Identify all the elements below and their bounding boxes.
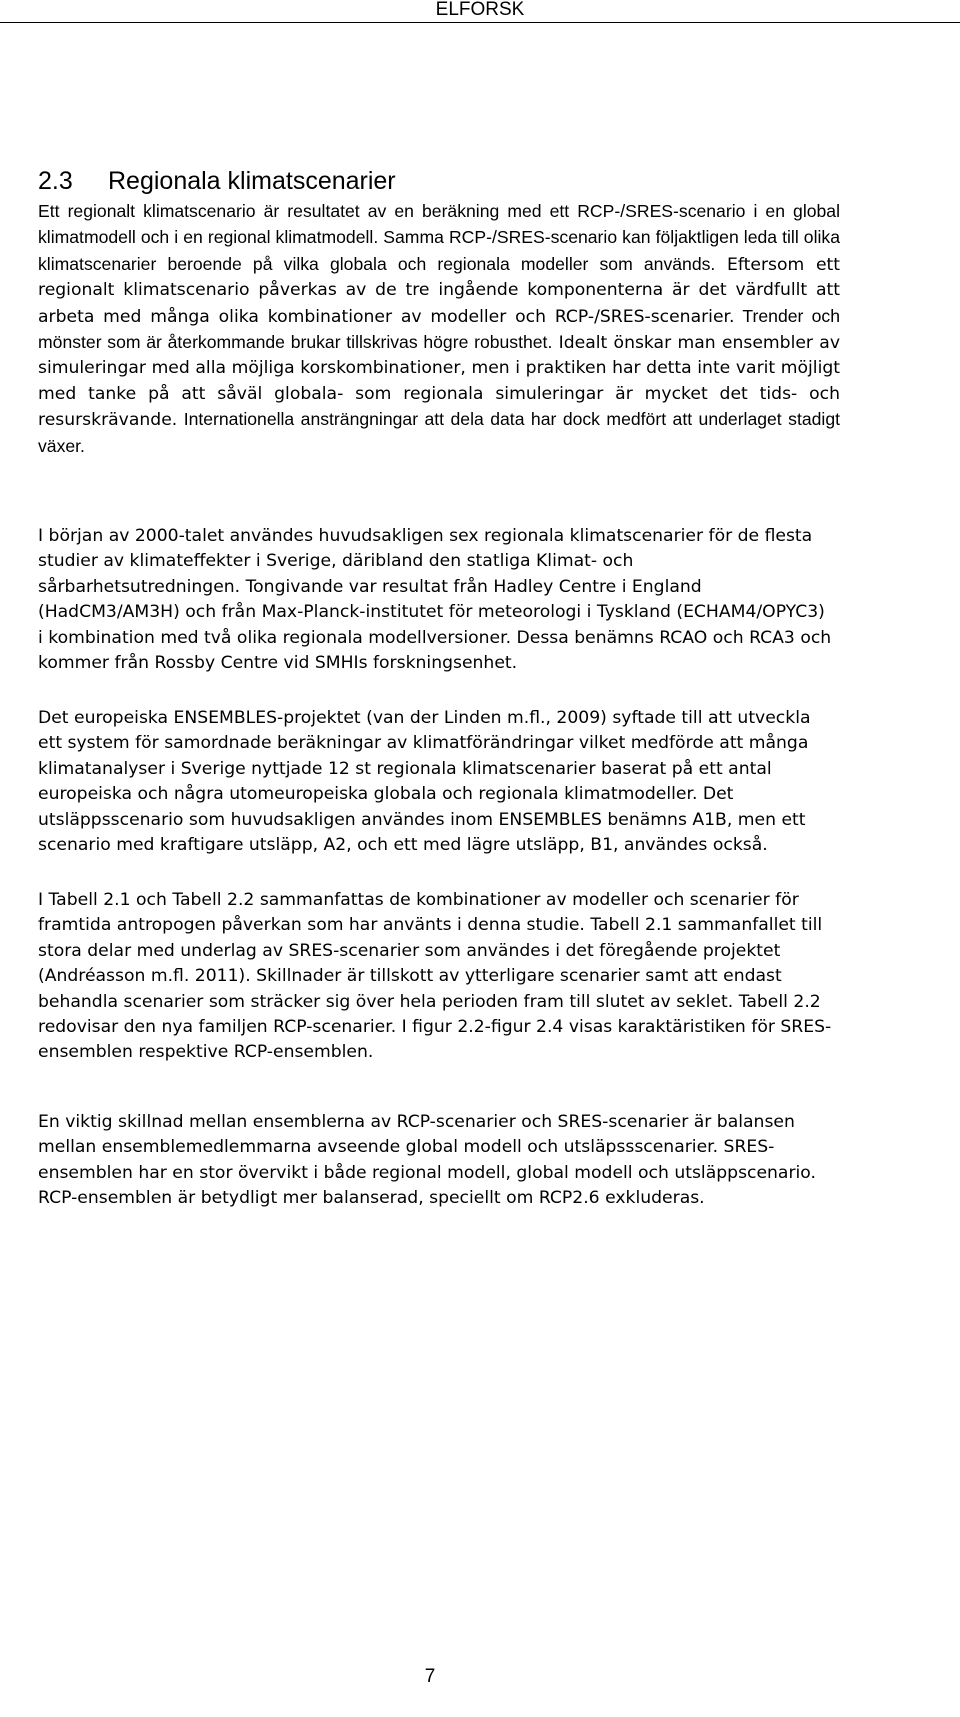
section-title: Regionala klimatscenarier	[108, 167, 396, 195]
paragraph-history: I början av 2000-talet användes huvudsakligen sex regionala klimatscenarier för de flesta studier av klimateffekter i Sverige, däribland den statliga Klimat- och sårbarhetsutredningen. Tongivande var resultat från Hadley Centre i England (HadCM3/AM3H) och från Max-Planck-institutet för meteorologi i Tyskland (ECHAM4/OPYC3) i kombination med två olika regionala modellversioner. Dessa benämns RCAO och RCA3 och kommer från Rossby Centre vid SMHIs forskningsenhet.	[38, 526, 832, 674]
section-number: 2.3	[38, 167, 73, 195]
section-heading	[38, 166, 396, 196]
paragraph-intro-part-1: Ett regionalt klimatscenario är resultatet av en beräkning med ett RCP-/SRES-scenario i en global klimatmodell och i en regional klimatmodell. Samma RCP-/SRES-scenario kan följaktligen leda till olika klimatscenarier beroende på vilka globala och regionala modeller som används.	[38, 201, 840, 274]
page-header	[0, 0, 960, 23]
paragraph-comparison: En viktig skillnad mellan ensemblerna av RCP-scenarier och SRES-scenarier är balansen mellan ensemblemedlemmarna avseende global modell och utsläpssscenarier. SRES-ensemblen har en stor övervikt i både regional modell, global modell och utsläppscenario. RCP-ensemblen är betydligt mer balanserad, speciellt om RCP2.6 exkluderas.	[38, 1112, 816, 1209]
paragraph-intro-part-4: Idealt önskar man ensembler av simuleringar med alla möjliga korskombinationer, men i praktiken har detta inte varit möjligt med tanke på att såväl globala- som regionala simuleringar är mycket det tids- och resurskrävande.	[38, 333, 841, 431]
paragraph-intro-part-5: Internationella ansträngningar att dela data har dock medfört att underlaget stadigt växer.	[38, 409, 840, 456]
paragraph-intro-part-2: Eftersom ett regionalt klimatscenario påverkas av de tre ingående komponenterna är det värdfullt att arbeta med många olika kombinationer av modeller och RCP-/SRES-scenarier.	[38, 254, 840, 327]
paragraph-intro	[38, 199, 840, 460]
paragraph-tables: I Tabell 2.1 och Tabell 2.2 sammanfattas de kombinationer av modeller och scenarier för framtida antropogen påverkan som har använts i denna studie. Tabell 2.1 sammanfallet till stora delar med underlag av SRES-scenarier som användes i det föregående projektet (Andréasson m.fl. 2011). Skillnader är tillskott av ytterligare scenarier samt att endast behandla scenarier som sträcker sig över hela perioden fram till slutet av seklet. Tabell 2.2 redovisar den nya familjen RCP-scenarier. I figur 2.2-figur 2.4 visas karaktäristiken för SRES-ensemblen respektive RCP-ensemblen.	[38, 890, 832, 1063]
header-title: ELFORSK	[435, 0, 525, 20]
paragraph-intro-part-3: Trender och mönster som är återkommande brukar tillskrivas högre robusthet.	[38, 305, 840, 353]
page-number: 7	[424, 1666, 436, 1687]
paragraph-ensembles: Det europeiska ENSEMBLES-projektet (van der Linden m.fl., 2009) syftade till att utveckla ett system för samordnade beräkningar av klimatförändringar vilket medförde att många klimatanalyser i Sverige nyttjade 12 st regionala klimatscenarier baserat på ett antal europeiska och några utomeuropeiska globala och regionala klimatmodeller. Det utsläppsscenario som huvudsakligen användes inom ENSEMBLES benämns A1B, men ett scenario med kraftigare utsläpp, A2, och ett med lägre utsläpp, B1, användes också.	[38, 708, 811, 856]
